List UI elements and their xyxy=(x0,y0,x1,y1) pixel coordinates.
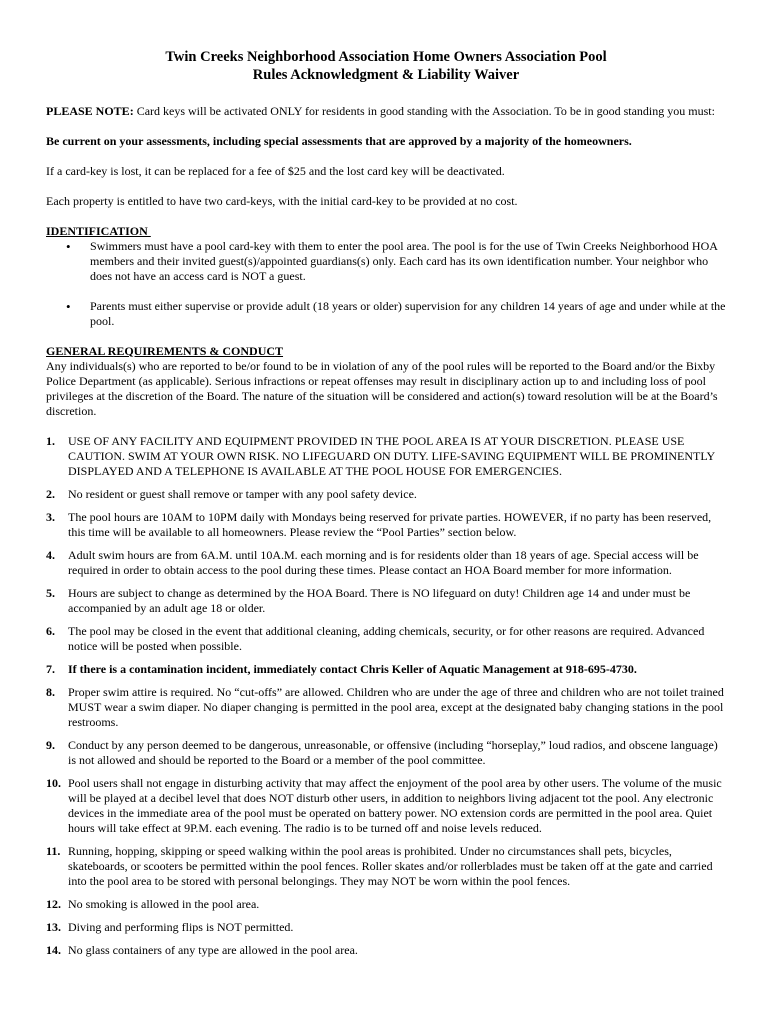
good-standing-requirement: Be current on your assessments, including special assessments that are approved by a majority of the homeowners. xyxy=(46,134,632,148)
list-item: 3. The pool hours are 10AM to 10PM daily with Mondays being reserved for private parties. HOWEVER, if no party has been reserved, this time will be available to all homeowners. Please review the “Pool Parties” section below. xyxy=(46,510,712,539)
please-note-text: Card keys will be activated ONLY for residents in good standing with the Association. To be in good standing you must: xyxy=(133,104,715,118)
identification-section xyxy=(46,224,726,329)
document-title xyxy=(46,48,726,84)
bullet-icon: • xyxy=(66,299,71,314)
identification-bullets xyxy=(46,239,726,329)
general-requirements-section xyxy=(46,344,726,419)
list-item: 1. USE OF ANY FACILITY AND EQUIPMENT PROVIDED IN THE POOL AREA IS AT YOUR DISCRETION. PLEASE USE CAUTION. SWIM AT YOUR OWN RISK. NO LIFEGUARD ON DUTY. LIFE-SAVING EQUIPMENT WILL BE PROMINENTLY DISPLAYED AND A TELEPHONE IS AVAILABLE AT THE POOL HOUSE FOR EMERGENCIES. xyxy=(46,434,715,478)
document-page xyxy=(46,48,726,966)
card-entitlement-paragraph: Each property is entitled to have two card-keys, with the initial card-key to be provided at no cost. xyxy=(46,194,518,208)
title-line-2: Rules Acknowledgment & Liability Waiver xyxy=(252,67,520,83)
list-item: 12. No smoking is allowed in the pool area. xyxy=(46,897,260,911)
list-item: 6. The pool may be closed in the event that additional cleaning, adding chemicals, security, or for other reasons are required. Advanced notice will be posted when possible. xyxy=(46,624,705,653)
list-item: 5. Hours are subject to change as determined by the HOA Board. There is NO lifeguard on duty! Children age 14 and under must be accompanied by an adult age 18 or older. xyxy=(46,586,691,615)
bullet-icon: • xyxy=(66,239,71,254)
list-item: 2. No resident or guest shall remove or tamper with any pool safety device. xyxy=(46,487,417,501)
please-note-label: PLEASE NOTE: xyxy=(46,104,134,118)
list-item: 4. Adult swim hours are from 6A.M. until 10A.M. each morning and is for residents older than 18 years of age. Special access will be required in order to obtain access to the pool during these times. Please contact an HOA Board member for more information. xyxy=(46,548,699,577)
list-item: 8. Proper swim attire is required. No “cut-offs” are allowed. Children who are under the age of three and children who are not toilet trained MUST wear a swim diaper. No diaper changing is permitted in the pool area, except at the designated baby changing stations in the pool restrooms. xyxy=(46,685,724,729)
list-item: 7. If there is a contamination incident, immediately contact Chris Keller of Aquatic Management at 918-695-4730. xyxy=(46,662,637,676)
list-item: 10. Pool users shall not engage in disturbing activity that may affect the enjoyment of the pool area by other users. The volume of the music will be played at a decibel level that does NOT disturb other users, in addition to neighbors living adjacent tot the pool. Any electronic devices in the immediate area of the pool must be operated on battery power. NO extension cords are permitted in the pool area. Quiet hours will take effect at 9P.M. each evening. The radio is to be turned off and noise levels reduced. xyxy=(46,776,722,835)
lost-card-paragraph: If a card-key is lost, it can be replaced for a fee of $25 and the lost card key will be deactivated. xyxy=(46,164,505,178)
list-item: • Swimmers must have a pool card-key with them to enter the pool area. The pool is for the use of Twin Creeks Neighborhood HOA members and their invited guest(s)/appointed guardians(s) only. Each card has its own identification number. Your neighbor who does not have an access card is NOT a guest. xyxy=(66,239,718,283)
general-requirements-text: Any individuals(s) who are reported to be/or found to be in violation of any of the pool rules will be reported to the Board and/or the Bixby Police Department (as applicable). Serious infractions or repeat offenses may result in disciplinary action up to and including loss of pool privileges at the discretion of the Board. The nature of the situation will be considered and action(s) toward resolution will be at the Board’s discretion. xyxy=(46,359,718,418)
general-requirements-heading: GENERAL REQUIREMENTS & CONDUCT xyxy=(46,344,284,358)
list-item: 13. Diving and performing flips is NOT permitted. xyxy=(46,920,294,934)
list-item: 11. Running, hopping, skipping or speed walking within the pool areas is prohibited. Under no circumstances shall pets, bicycles, skateboards, or scooters be permitted within the pool fences. Roller skates and/or rollerblades must be taken off at the gate and carried into the pool area to be stored with personal belongings. They may NOT be worn within the pool fences. xyxy=(46,844,713,888)
list-item: 9. Conduct by any person deemed to be dangerous, unreasonable, or offensive (including “horseplay,” loud radios, and obscene language) is not allowed and should be reported to the Board or a member of the pool committee. xyxy=(46,738,718,767)
list-item: 14. No glass containers of any type are allowed in the pool area. xyxy=(46,943,358,957)
title-line-1: Twin Creeks Neighborhood Association Home Owners Association Pool xyxy=(165,49,607,65)
pool-rules-list xyxy=(46,434,726,958)
identification-heading: IDENTIFICATION xyxy=(46,224,151,238)
please-note-paragraph xyxy=(46,104,726,119)
list-item: • Parents must either supervise or provide adult (18 years or older) supervision for any children 14 years of age and under while at the pool. xyxy=(66,299,726,328)
